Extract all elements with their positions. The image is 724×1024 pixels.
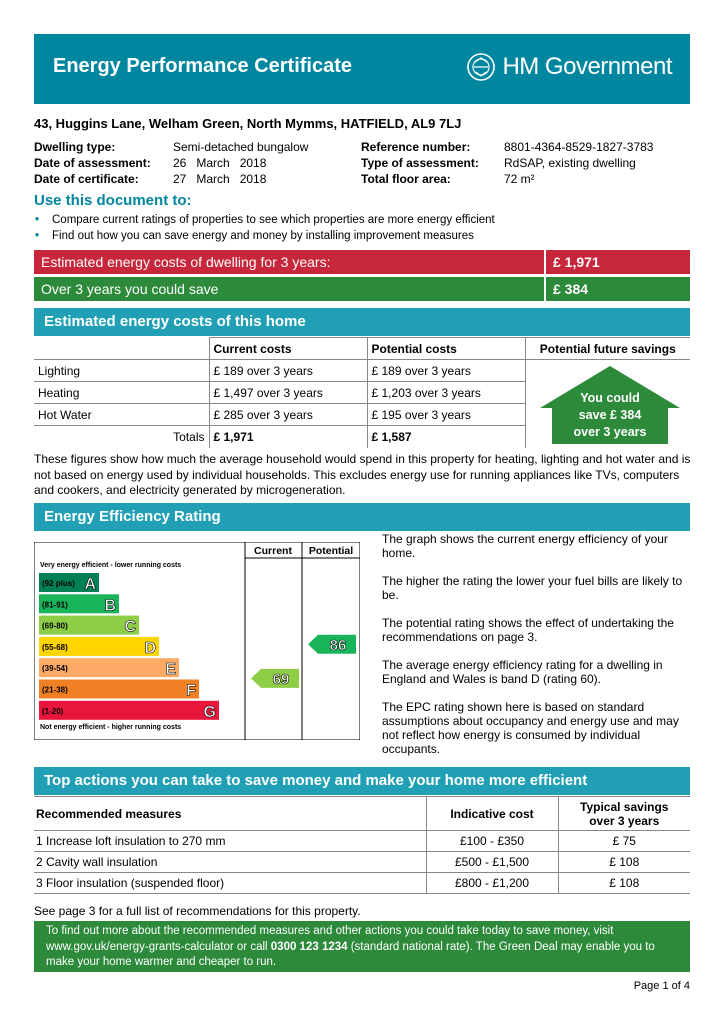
bottom-note: Not energy efficient - higher running costs (40, 724, 182, 731)
savings-cell: £ 108 (558, 852, 690, 873)
rating-band-g (39, 701, 219, 720)
estimated-cost-label: Estimated energy costs of dwelling for 3 years: (34, 250, 544, 274)
table-header-typical-savings (558, 797, 690, 831)
phone-number: 0300 123 1234 (270, 940, 348, 953)
savings-line: over 3 years (573, 425, 647, 439)
use-document-list (34, 212, 495, 244)
potential-cost-cell: £ 189 over 3 years (367, 360, 525, 382)
rating-band-range: (1-20) (42, 706, 64, 716)
measure-cell: 2 Cavity wall insulation (34, 852, 426, 873)
assessment-date-label: Date of assessment: (34, 156, 151, 170)
page-number: Page 1 of 4 (633, 980, 690, 992)
rating-band-letter: B (104, 597, 116, 615)
potential-column-label: Potential (308, 545, 354, 557)
top-note: Very energy efficient - lower running costs (40, 562, 182, 569)
potential-cost-cell: £ 1,203 over 3 years (367, 382, 525, 404)
actions-table (34, 796, 690, 894)
table-row (34, 852, 690, 873)
rating-text: The potential rating shows the effect of undertaking the recommendations on page 3. (382, 616, 674, 644)
reference-label: Reference number: (361, 140, 471, 154)
totals-label: Totals (173, 429, 205, 444)
table-header-current: Current costs (209, 338, 367, 360)
assessment-type-value: RdSAP, existing dwelling (504, 156, 636, 170)
current-rating-value: 69 (272, 670, 290, 688)
savings-arrow-text (540, 390, 680, 441)
row-label: Hot Water (34, 404, 209, 426)
potential-cost-cell: £ 195 over 3 years (367, 404, 525, 426)
list-item: • Compare current ratings of properties to see which properties are more energy efficient (34, 212, 495, 228)
section-heading-costs: Estimated energy costs of this home (34, 308, 690, 336)
rating-band-letter: D (144, 639, 156, 657)
measure-cell: 3 Floor insulation (suspended floor) (34, 873, 426, 894)
section-heading-rating: Energy Efficiency Rating (34, 503, 690, 531)
table-header-potential: Potential costs (367, 338, 525, 360)
rating-band-range: (55-68) (42, 642, 68, 652)
measure-cell: 1 Increase loft insulation to 270 mm (34, 831, 426, 852)
assessment-date-value: 26 March 2018 (173, 156, 267, 170)
savings-line: You could (580, 391, 640, 405)
savings-cell: £ 75 (558, 831, 690, 852)
reference-value: 8801-4364-8529-1827-3783 (504, 140, 654, 154)
grants-link[interactable]: www.gov.uk/energy-grants-calculator or call (46, 940, 271, 953)
certificate-date-label: Date of certificate: (34, 172, 139, 186)
rating-band-range: (69-80) (42, 621, 68, 631)
table-header-measures: Recommended measures (34, 797, 426, 831)
cost-cell: £100 - £350 (426, 831, 558, 852)
savings-bar (34, 277, 690, 301)
rating-band-letter: G (203, 703, 216, 721)
rating-text: The EPC rating shown here is based on standard assumptions about occupancy and energy use and may not reflect how energy is consumed by individual occupants. (382, 700, 679, 756)
current-cost-cell: £ 189 over 3 years (209, 360, 367, 382)
current-column-label: Current (254, 545, 292, 557)
list-item: • Find out how you can save energy and money by installing improvement measures (34, 228, 495, 244)
property-address: 43, Huggins Lane, Welham Green, North Mymms, HATFIELD, AL9 7LJ (34, 116, 462, 131)
cost-cell: £800 - £1,200 (426, 873, 558, 894)
savings-header-line: Typical savings (580, 799, 669, 814)
total-potential: £ 1,587 (367, 426, 525, 448)
header-banner (34, 34, 690, 104)
total-current: £ 1,971 (209, 426, 367, 448)
rating-text: The graph shows the current energy efficiency of your home. (382, 532, 668, 560)
rating-band-range: (92 plus) (42, 579, 75, 588)
rating-text: The higher the rating the lower your fuel bills are likely to be. (382, 574, 683, 602)
royal-crest-icon (466, 52, 496, 82)
rating-band-letter: A (84, 576, 96, 593)
estimated-cost-bar (34, 250, 690, 274)
rating-band-letter: F (186, 682, 196, 700)
dwelling-type-value: Semi-detached bungalow (173, 140, 309, 154)
hm-government-logo (466, 52, 672, 82)
rating-band-range: (21-38) (42, 685, 68, 695)
table-row (34, 873, 690, 894)
floor-area-label: Total floor area: (361, 172, 451, 186)
rating-explanation (382, 532, 692, 770)
floor-area-value: 72 m² (504, 172, 535, 186)
current-cost-cell: £ 285 over 3 years (209, 404, 367, 426)
savings-header-line: over 3 years (589, 813, 660, 828)
use-document-heading: Use this document to: (34, 192, 192, 209)
row-label: Lighting (34, 360, 209, 382)
page-title: Energy Performance Certificate (53, 55, 353, 77)
green-text-link-line (46, 940, 686, 956)
costs-explanation: These figures show how much the average household would spend in this property for heating, lighting and hot water and is not based on energy used by individual households. This excludes energy use for running appliances like TVs, computers and cookers, and electricity generated by microgeneration. (34, 452, 691, 497)
table-header-blank (34, 338, 209, 360)
savings-line: save £ 384 (578, 408, 642, 422)
savings-label: Over 3 years you could save (34, 277, 544, 301)
green-text: To find out more about the recommended measures and other actions you could take today to save money, visit (46, 925, 614, 937)
table-row (34, 831, 690, 852)
cost-cell: £500 - £1,500 (426, 852, 558, 873)
savings-value: £ 384 (546, 277, 690, 301)
dwelling-type-label: Dwelling type: (34, 140, 116, 154)
green-text: make your home warmer and cheaper to run. (46, 956, 277, 968)
certificate-date-value: 27 March 2018 (173, 172, 267, 186)
green-text: (standard national rate). The Green Deal may enable you to (347, 940, 655, 953)
savings-cell: £ 108 (558, 873, 690, 894)
rating-text: The average energy efficiency rating for a dwelling in England and Wales is band D (rating 60). (382, 658, 663, 686)
rating-band-letter: C (124, 618, 136, 636)
green-deal-info (34, 921, 690, 972)
energy-rating-chart (34, 542, 360, 740)
rating-band-range: (39-54) (42, 664, 68, 674)
row-label: Heating (34, 382, 209, 404)
current-cost-cell: £ 1,497 over 3 years (209, 382, 367, 404)
rating-band-letter: E (165, 661, 176, 679)
rating-band-range: (81-91) (42, 600, 68, 610)
estimated-cost-value: £ 1,971 (546, 250, 690, 274)
assessment-type-label: Type of assessment: (361, 156, 479, 170)
section-heading-actions: Top actions you can take to save money and make your home more efficient (34, 767, 690, 795)
table-header-cost: Indicative cost (426, 797, 558, 831)
potential-rating-value: 86 (329, 636, 347, 654)
see-page-note: See page 3 for a full list of recommendations for this property. (34, 904, 361, 918)
certificate-info (34, 139, 690, 187)
table-header-savings: Potential future savings (525, 338, 690, 360)
gov-brand-text: HM Government (502, 53, 672, 80)
